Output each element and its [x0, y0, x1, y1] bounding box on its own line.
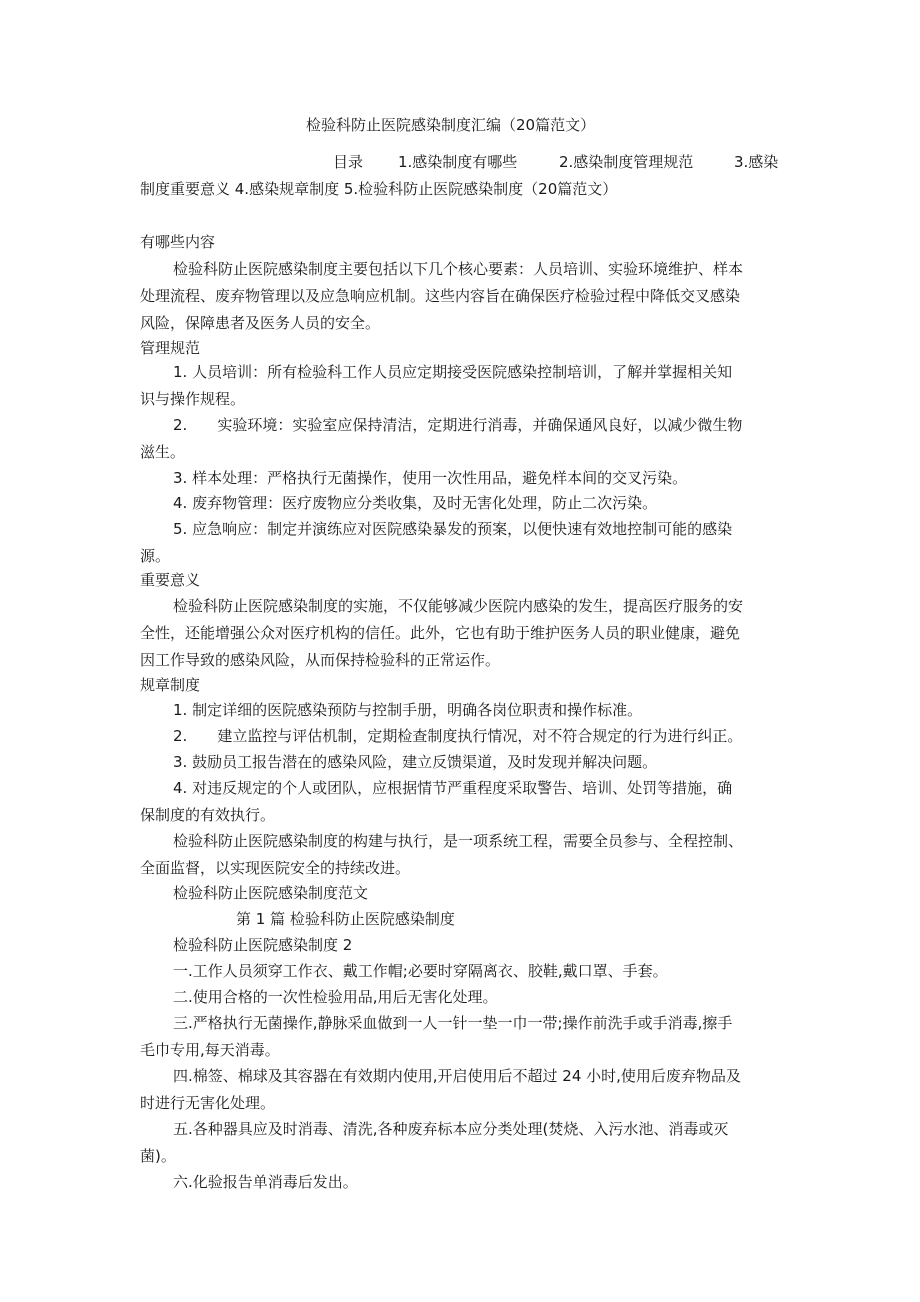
- paragraph-line: 全面监督，以实现医院安全的持续改进。: [140, 859, 411, 877]
- list-number: 2.: [173, 416, 188, 434]
- list-item: 1. 制定详细的医院感染预防与控制手册，明确各岗位职责和操作标准。: [173, 701, 643, 719]
- paragraph-line: 风险，保障患者及医务人员的安全。: [140, 314, 381, 332]
- rule-item-continued: 毛巾专用,每天消毒。: [140, 1041, 280, 1059]
- table-of-contents: [333, 153, 778, 171]
- list-item: [173, 727, 742, 745]
- list-item: 5. 应急响应：制定并演练应对医院感染暴发的预案，以便快速有效地控制可能的感染: [173, 520, 733, 538]
- rule-item-continued: 时进行无害化处理。: [140, 1094, 276, 1112]
- paragraph-line: 检验科防止医院感染制度的构建与执行，是一项系统工程，需要全员参与、全程控制、: [173, 832, 744, 850]
- paragraph-line: 检验科防止医院感染制度范文: [173, 884, 369, 902]
- toc-item-3: 3.感染: [734, 153, 779, 171]
- list-item-continued: 识与操作规程。: [140, 390, 246, 408]
- rule-item: 四.棉签、棉球及其容器在有效期内使用,开启使用后不超过 24 小时,使用后废弃物品及: [173, 1067, 741, 1085]
- list-item: [173, 416, 742, 434]
- paragraph-line: 检验科防止医院感染制度的实施，不仅能够减少医院内感染的发生，提高医疗服务的安: [173, 597, 744, 615]
- list-item: 4. 对违反规定的个人或团队，应根据情节严重程度采取警告、培训、处罚等措施，确: [173, 779, 733, 797]
- rule-item: 二.使用合格的一次性检验用品,用后无害化处理。: [173, 988, 498, 1006]
- rule-item: 三.严格执行无菌操作,静脉采血做到一人一针一垫一巾一带;操作前洗手或手消毒,擦手: [173, 1014, 733, 1032]
- list-item-continued: 保制度的有效执行。: [140, 806, 276, 824]
- section-heading-contents: 有哪些内容: [140, 233, 216, 251]
- rule-item: 六.化验报告单消毒后发出。: [173, 1173, 358, 1191]
- list-item-continued: 源。: [140, 547, 171, 565]
- toc-line-2: 制度重要意义 4.感染规章制度 5.检验科防止医院感染制度（20篇范文）: [140, 180, 618, 198]
- toc-item-1: 1.感染制度有哪些: [398, 153, 518, 171]
- rule-item: 五.各种器具应及时消毒、清洗,各种废弃标本应分类处理(焚烧、入污水池、消毒或灭: [173, 1120, 729, 1138]
- article-title: 第 1 篇 检验科防止医院感染制度: [236, 910, 455, 928]
- paragraph-line: 处理流程、废弃物管理以及应急响应机制。这些内容旨在确保医疗检验过程中降低交叉感染: [140, 287, 741, 305]
- paragraph-line: 检验科防止医院感染制度主要包括以下几个核心要素：人员培训、实验环境维护、样本: [173, 260, 744, 278]
- rule-item: 一.工作人员须穿工作衣、戴工作帽;必要时穿隔离衣、胶鞋,戴口罩、手套。: [173, 962, 668, 980]
- article-subtitle: 检验科防止医院感染制度 2: [173, 936, 353, 954]
- list-item-continued: 滋生。: [140, 443, 186, 461]
- list-text: 建立监控与评估机制，定期检查制度执行情况，对不符合规定的行为进行纠正。: [217, 727, 743, 745]
- list-text: 实验环境：实验室应保持清洁，定期进行消毒，并确保通风良好，以减少微生物: [217, 416, 743, 434]
- list-number: 2.: [173, 727, 188, 745]
- section-heading-regulations: 规章制度: [140, 676, 201, 694]
- paragraph-line: 因工作导致的感染风险，从而保持检验科的正常运作。: [140, 651, 501, 669]
- list-item: 1. 人员培训：所有检验科工作人员应定期接受医院感染控制培训，了解并掌握相关知: [173, 363, 733, 381]
- section-heading-management: 管理规范: [140, 339, 201, 357]
- list-item: 3. 样本处理：严格执行无菌操作，使用一次性用品，避免样本间的交叉污染。: [173, 469, 688, 487]
- toc-label: 目录: [333, 153, 364, 171]
- rule-item-continued: 菌)。: [140, 1147, 176, 1165]
- document-title: 检验科防止医院感染制度汇编（20篇范文）: [306, 116, 596, 134]
- section-heading-significance: 重要意义: [140, 571, 201, 589]
- paragraph-line: 全性，还能增强公众对医疗机构的信任。此外，它也有助于维护医务人员的职业健康，避免: [140, 624, 741, 642]
- list-item: 4. 废弃物管理：医疗废物应分类收集，及时无害化处理，防止二次污染。: [173, 494, 658, 512]
- toc-item-2: 2.感染制度管理规范: [559, 153, 694, 171]
- list-item: 3. 鼓励员工报告潜在的感染风险，建立反馈渠道，及时发现并解决问题。: [173, 753, 658, 771]
